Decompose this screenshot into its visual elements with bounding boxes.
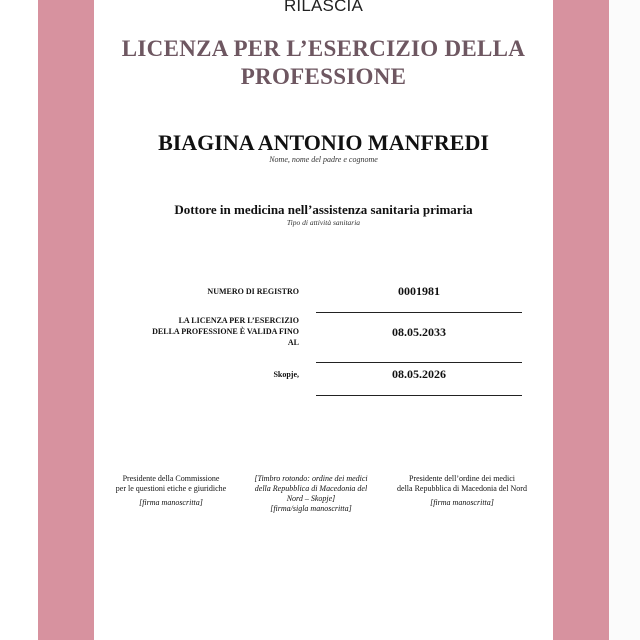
sig-right-line-2: della Repubblica di Macedonia del Nord — [397, 484, 527, 493]
validity-rule — [316, 362, 522, 363]
signature-commission-president — [106, 474, 236, 508]
stamp-line-2: della Repubblica di Macedonia del — [254, 484, 368, 493]
pink-border-left — [38, 0, 94, 640]
place-date-value: 08.05.2026 — [392, 367, 446, 381]
stamp-line-3: Nord – Skopje] — [286, 494, 336, 503]
sig-right-line-1: Presidente dell’ordine dei medici — [409, 474, 515, 483]
header-word: RILASCIA — [283, 0, 364, 15]
validity-label-line-3: AL — [287, 338, 299, 347]
holder-name-caption: Nome, nome del padre e cognome — [269, 155, 378, 164]
sig-left-line-2: per le questioni etiche e giuridiche — [115, 484, 227, 493]
background-right — [609, 0, 640, 640]
stamp-medical-order — [244, 474, 378, 514]
validity-label-line-2: DELLA PROFESSIONE È VALIDA FINO — [152, 327, 299, 336]
document-title — [94, 35, 553, 91]
sig-right-handwritten: [firma manoscritta] — [430, 498, 494, 507]
title-line-2: PROFESSIONE — [240, 64, 407, 89]
activity-type: Dottore in medicina nell’assistenza sanitaria primaria — [174, 202, 473, 217]
registry-value: 0001981 — [398, 284, 440, 298]
sig-left-handwritten: [firma manoscritta] — [139, 498, 203, 507]
sig-left-line-1: Presidente della Commissione — [122, 474, 220, 483]
activity-type-caption: Tipo di attività sanitaria — [286, 218, 361, 227]
title-line-1: LICENZA PER L’ESERCIZIO DELLA — [121, 36, 526, 61]
registry-rule — [316, 312, 522, 313]
place-label: Skopje, — [273, 370, 299, 379]
stamp-line-1: [Timbro rotondo: ordine dei medici — [254, 474, 368, 483]
stamp-line-4: [firma/sigla manoscritta] — [270, 504, 352, 513]
document-page — [94, 0, 553, 640]
place-rule — [316, 395, 522, 396]
holder-name: BIAGINA ANTONIO MANFREDI — [158, 130, 489, 155]
background-left — [0, 0, 38, 640]
pink-border-right — [553, 0, 609, 640]
registry-label: NUMERO DI REGISTRO — [207, 287, 299, 296]
validity-label — [134, 315, 299, 348]
signature-order-president — [386, 474, 538, 508]
validity-label-line-1: LA LICENZA PER L’ESERCIZIO — [178, 316, 299, 325]
validity-value: 08.05.2033 — [392, 325, 446, 339]
